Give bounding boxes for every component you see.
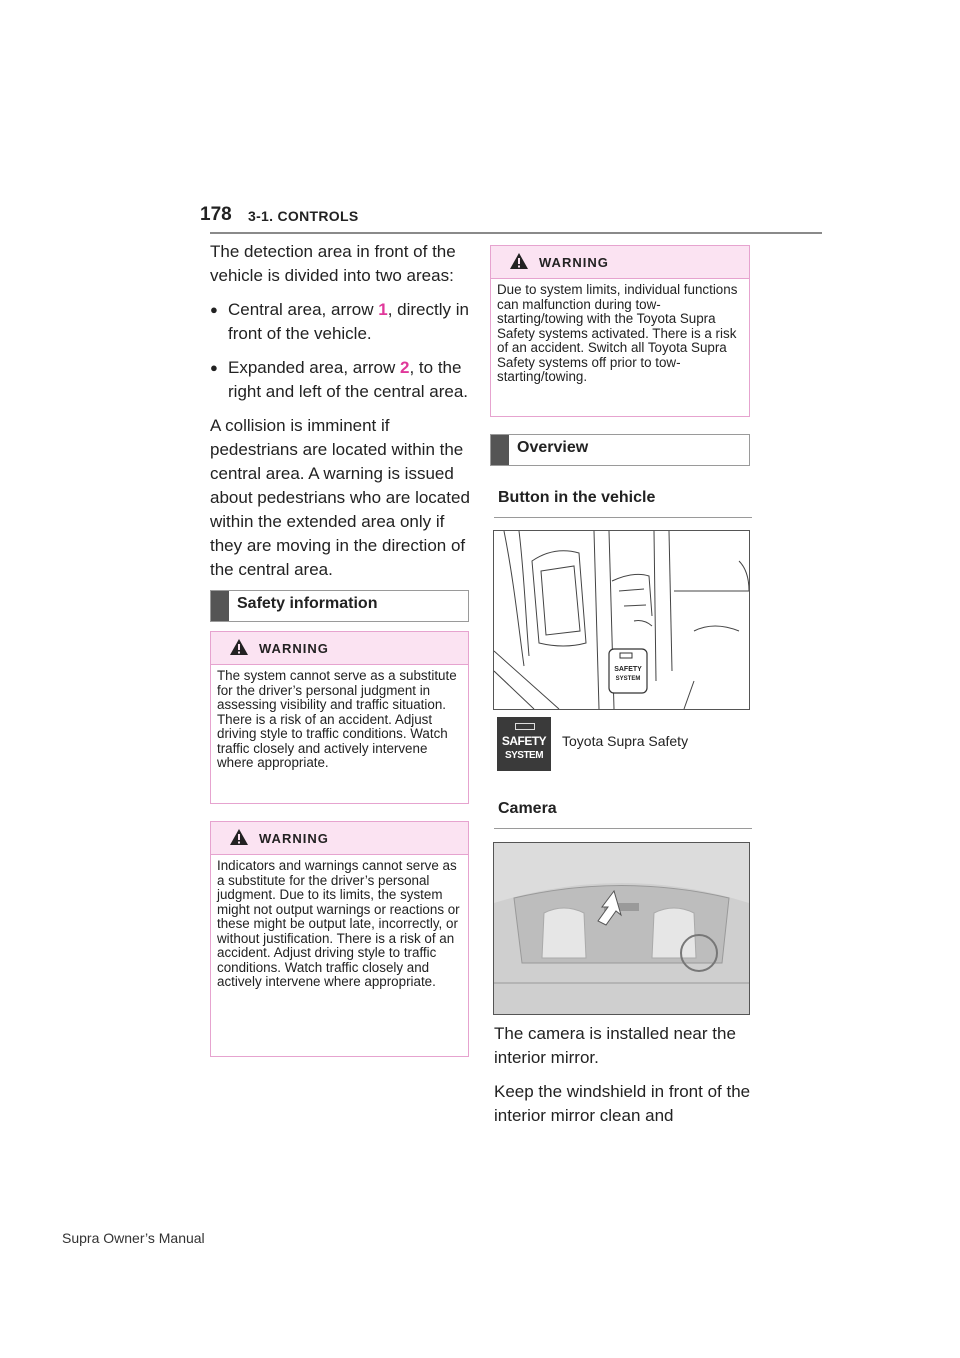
bullet-text: Expanded area, arrow <box>228 358 400 377</box>
heading-tab <box>491 435 509 465</box>
bullet-text: Central area, arrow <box>228 300 379 319</box>
warning-header <box>211 632 468 665</box>
collision-paragraph: A collision is imminent if pedestrians are located within the central area. A warning is issued about pedestrians who are located within the extended area only if they are moving in the direction of the central area. <box>210 416 470 579</box>
arrow-number-2: 2 <box>400 358 410 377</box>
page-number: 178 <box>200 204 232 225</box>
indicator-led-icon <box>515 723 535 730</box>
warning-text: The system cannot serve as a substitute for the driver’s personal judgment in assessing visibility and traffic situation. There is a risk of an accident. Adjust driving style to traffic conditions. Watch traffic closely and actively intervene where appropriate. <box>217 668 457 770</box>
icon-text-line1: SAFETY <box>501 734 547 748</box>
warning-triangle-icon <box>509 252 529 270</box>
warning-header <box>211 822 468 855</box>
button-in-vehicle-subhead: Button in the vehicle <box>494 489 752 518</box>
warning-triangle-icon <box>229 828 249 846</box>
warning-box-towing <box>490 245 750 417</box>
svg-text:SYSTEM: SYSTEM <box>615 676 641 682</box>
bullet-expanded-area <box>210 356 472 404</box>
camera-paragraph-1: The camera is installed near the interior mirror. <box>494 1024 736 1067</box>
camera-text <box>494 1022 754 1128</box>
warning-label: WARNING <box>539 255 609 270</box>
warning-triangle-icon <box>229 638 249 656</box>
heading-label: Safety information <box>237 595 378 612</box>
icon-text-line2: SYSTEM <box>504 750 544 761</box>
safety-system-button-icon <box>497 717 551 771</box>
warning-label: WARNING <box>259 831 329 846</box>
camera-subhead: Camera <box>494 800 752 829</box>
cabin-illustration <box>494 843 749 1014</box>
button-caption: Toyota Supra Safety <box>562 733 689 749</box>
header-rule <box>210 232 822 234</box>
bullet-text: , directly in front of the vehicle. <box>228 300 469 343</box>
heading-tab <box>211 591 229 621</box>
overview-heading <box>490 434 750 466</box>
camera-location-figure <box>493 842 750 1015</box>
warning-text: Due to system limits, individual functions can malfunction during tow-starting/towing with the Toyota Supra Safety systems activated. There is a risk of an accident. Switch all Toyota Supra Safety systems off prior to tow-starting/towing. <box>497 282 738 384</box>
warning-label: WARNING <box>259 641 329 656</box>
button-location-figure <box>493 530 750 710</box>
intro-paragraph: The detection area in front of the vehicle is divided into two areas: <box>210 242 456 285</box>
chapter-title: 3-1. CONTROLS <box>248 208 359 224</box>
svg-text:SAFETY: SAFETY <box>614 666 642 673</box>
bullet-central-area <box>210 298 472 346</box>
arrow-number-1: 1 <box>378 300 388 319</box>
warning-header <box>491 246 749 279</box>
console-illustration <box>494 531 749 709</box>
footer-manual-title: Supra Owner’s Manual <box>62 1230 205 1246</box>
camera-paragraph-2: Keep the windshield in front of the interior mirror clean and <box>494 1082 751 1125</box>
safety-information-heading <box>210 590 469 622</box>
warning-text: Indicators and warnings cannot serve as a substitute for the driver’s personal judgment. Due to its limits, the system might not output warnings or reactions or these might be output late, incorrectly, or without justification. There is a risk of an accident. Adjust driving style to traffic conditions. Watch traffic closely and actively intervene where appropriate. <box>217 858 460 989</box>
warning-box-indicators <box>210 821 469 1057</box>
heading-label: Overview <box>517 439 589 456</box>
left-column-text <box>210 240 472 592</box>
bullet-text: , to the right and left of the central area. <box>228 358 469 401</box>
warning-box-visibility <box>210 631 469 804</box>
